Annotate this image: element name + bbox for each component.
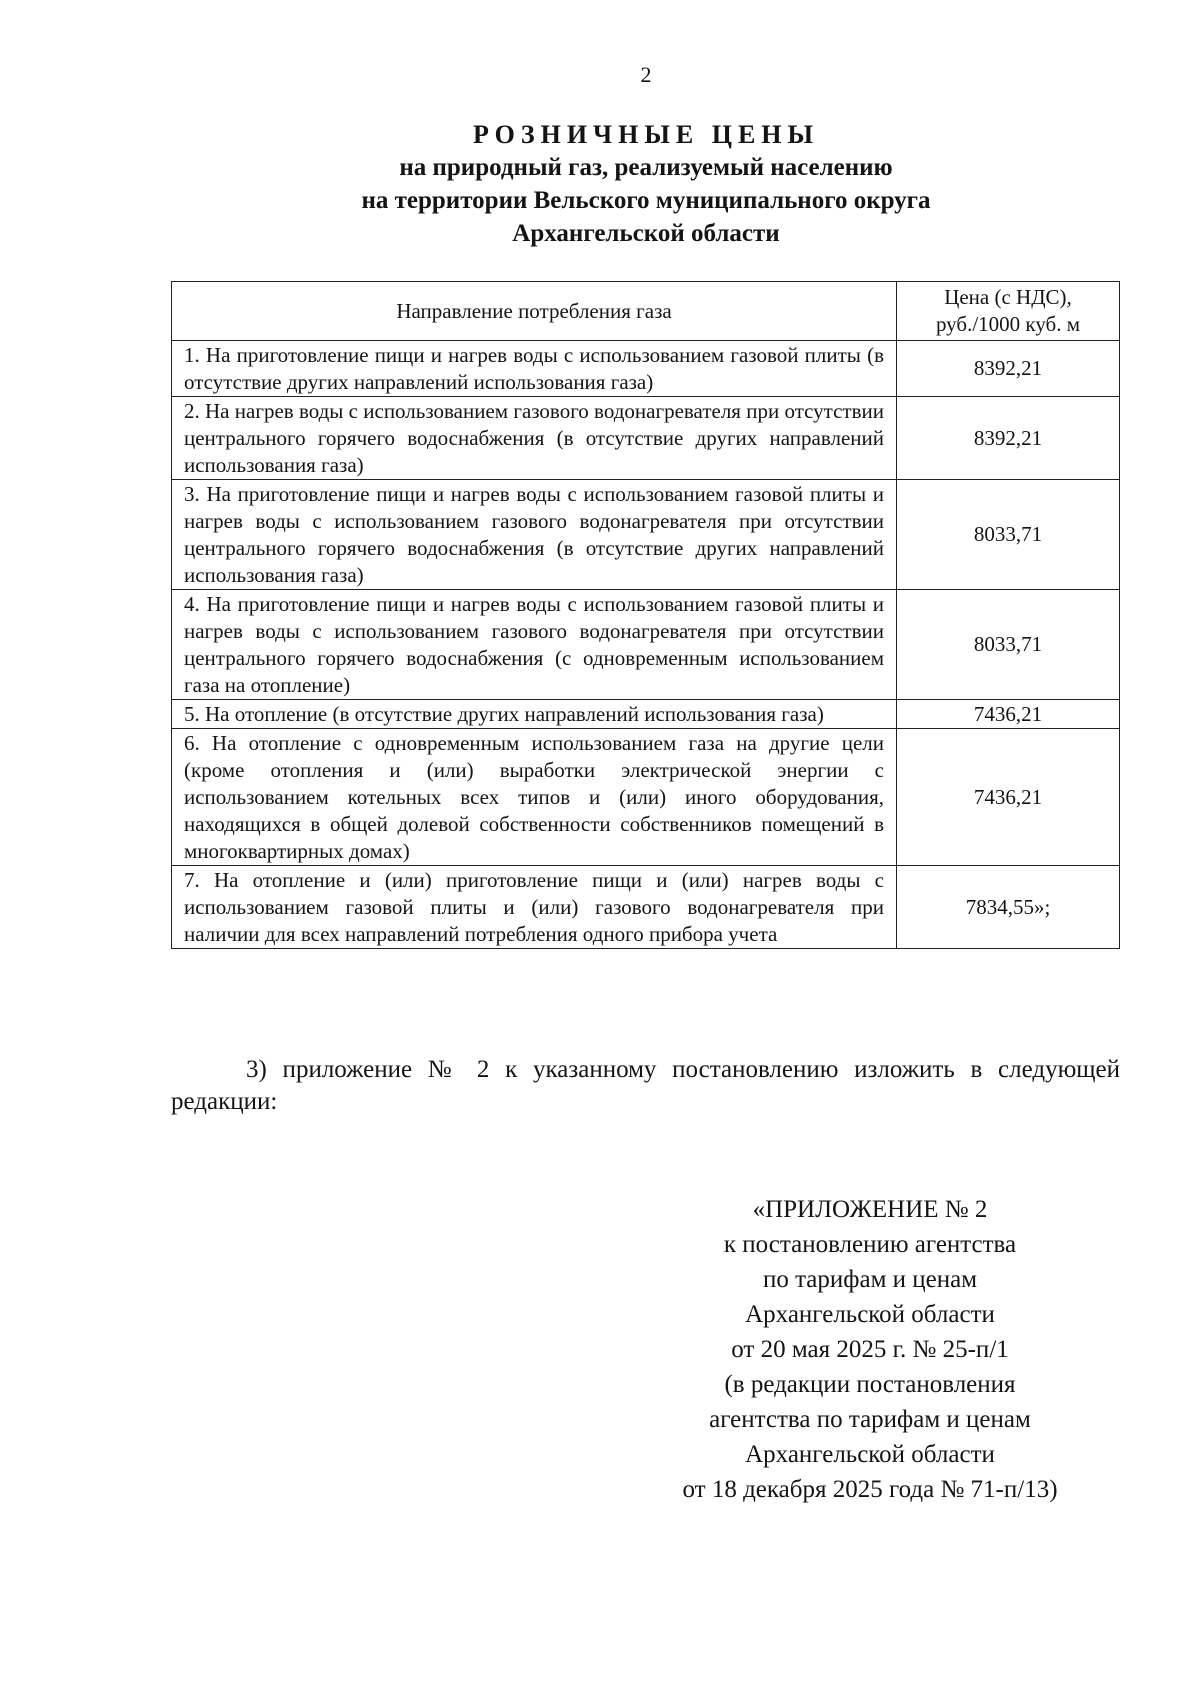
row-description: 5. На отопление (в отсутствие других направлений использования газа) xyxy=(172,700,897,729)
table-row xyxy=(172,729,1120,866)
heading-subtitle-line-1: на природный газ, реализуемый населению xyxy=(399,154,893,181)
row-description: 4. На приготовление пищи и нагрев воды с использованием газовой плиты и нагрев воды с использованием газового водонагревателя при отсутствии центрального горячего водоснабжения (с одновременным использованием газа на отопление) xyxy=(172,590,897,700)
heading-subtitle-line-3: Архангельской области xyxy=(512,220,780,247)
appendix-line-2: к постановлению агентства xyxy=(723,1231,1017,1258)
header-direction: Направление потребления газа xyxy=(172,282,897,341)
header-price-line-1: Цена (с НДС), xyxy=(944,285,1072,309)
row-description: 6. На отопление с одновременным использованием газа на другие цели (кроме отопления и (или) выработки электрической энергии с использованием котельных всех типов и (или) иного оборудования, находящихся в общей долевой собственности собственников помещений в многоквартирных домах) xyxy=(172,729,897,866)
appendix-line-8: Архангельской области xyxy=(745,1441,995,1468)
row-price: 8033,71 xyxy=(897,480,1120,590)
table-header-row xyxy=(172,282,1120,341)
appendix-line-1: «ПРИЛОЖЕНИЕ № 2 xyxy=(752,1196,988,1223)
header-price-line-2: руб./1000 куб. м xyxy=(935,312,1081,336)
row-price: 7436,21 xyxy=(897,700,1120,729)
row-price: 7436,21 xyxy=(897,729,1120,866)
appendix-line-3: по тарифам и ценам xyxy=(762,1266,978,1293)
table-row xyxy=(172,341,1120,397)
table-row xyxy=(172,590,1120,700)
appendix-reference xyxy=(620,1192,1120,1507)
price-table xyxy=(171,281,1120,949)
row-price: 7834,55»; xyxy=(897,866,1120,949)
row-description: 1. На приготовление пищи и нагрев воды с использованием газовой плиты (в отсутствие других направлений использования газа) xyxy=(172,341,897,397)
heading-title: РОЗНИЧНЫЕ ЦЕНЫ xyxy=(472,120,820,149)
table-row xyxy=(172,866,1120,949)
table-row xyxy=(172,700,1120,729)
row-price: 8392,21 xyxy=(897,397,1120,480)
appendix-line-4: Архангельской области xyxy=(745,1301,995,1328)
page-number: 2 xyxy=(640,62,652,87)
table-row xyxy=(172,397,1120,480)
amendment-paragraph-text: 3) приложение № 2 к указанному постановлению изложить в следующей редакции: xyxy=(171,1056,1120,1115)
row-description: 2. На нагрев воды с использованием газового водонагревателя при отсутствии центрального горячего водоснабжения (в отсутствие других направлений использования газа) xyxy=(172,397,897,480)
row-description: 3. На приготовление пищи и нагрев воды с использованием газовой плиты и нагрев воды с использованием газового водонагревателя при отсутствии центрального горячего водоснабжения (в отсутствие других направлений использования газа) xyxy=(172,480,897,590)
document-heading xyxy=(170,118,1122,250)
row-description: 7. На отопление и (или) приготовление пищи и (или) нагрев воды с использованием газовой плиты и (или) газового водонагревателя при наличии для всех направлений потребления одного прибора учета xyxy=(172,866,897,949)
appendix-line-7: агентства по тарифам и ценам xyxy=(709,1406,1031,1433)
appendix-line-9: от 18 декабря 2025 года № 71-п/13) xyxy=(682,1476,1058,1503)
amendment-paragraph xyxy=(171,1054,1120,1118)
row-price: 8392,21 xyxy=(897,341,1120,397)
row-price: 8033,71 xyxy=(897,590,1120,700)
appendix-line-5: от 20 мая 2025 г. № 25-п/1 xyxy=(731,1336,1009,1363)
table-row xyxy=(172,480,1120,590)
header-price xyxy=(897,282,1120,341)
heading-subtitle-line-2: на территории Вельского муниципального округа xyxy=(361,187,931,214)
appendix-line-6: (в редакции постановления xyxy=(724,1371,1016,1398)
